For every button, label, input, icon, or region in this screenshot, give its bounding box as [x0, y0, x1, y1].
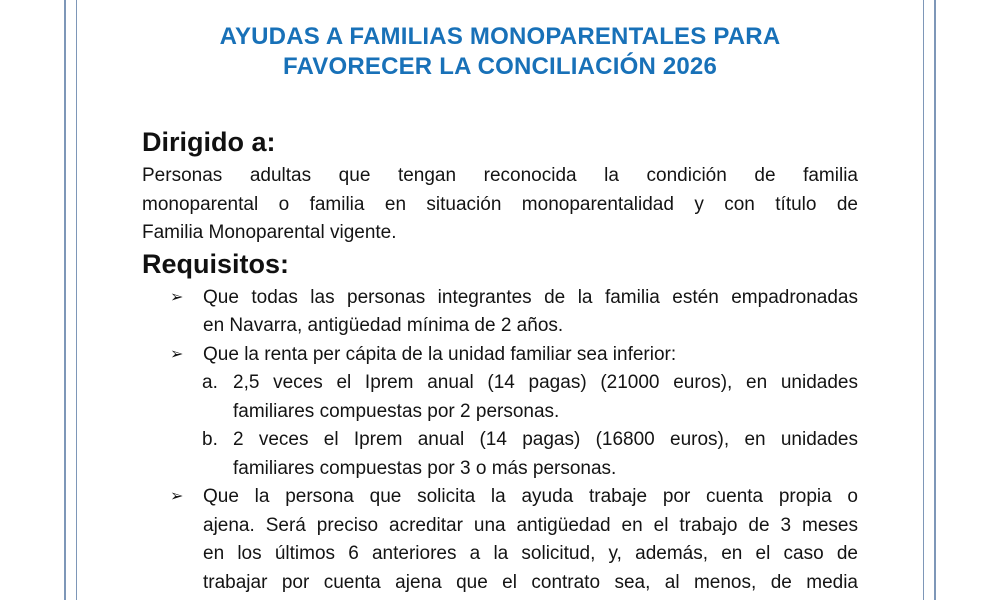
paragraph-line: Familia Monoparental vigente. [142, 222, 397, 243]
bullet-item-empadronamiento [142, 284, 858, 341]
page-border-left-outer [64, 0, 66, 600]
bullet-text [203, 483, 858, 597]
title-line-1: AYUDAS A FAMILIAS MONOPARENTALES PARA [219, 23, 781, 50]
sub-item-text [233, 369, 858, 426]
bullet-text-line: en Navarra, antigüedad mínima de 2 años. [203, 315, 564, 336]
document-content [142, 0, 858, 597]
sub-item-text-line: 2 veces el Iprem anual (14 pagas) (16800 euros), en unidades [233, 429, 858, 450]
arrow-bullet-icon: ➢ [170, 288, 184, 306]
arrow-bullet-icon: ➢ [170, 345, 184, 363]
bullet-text-line: Que la renta per cápita de la unidad familiar sea inferior: [203, 343, 677, 365]
bullet-text-line: Que todas las personas integrantes de la familia estén empadronadas [203, 286, 858, 308]
sub-item-text-line: familiares compuestas por 3 o más personas. [233, 457, 617, 479]
sub-item-text-line: 2,5 veces el Iprem anual (14 pagas) (21000 euros), en unidades [233, 372, 858, 393]
heading-requisitos: Requisitos: [142, 248, 290, 279]
sub-item-a [142, 369, 858, 426]
sub-item-b [142, 426, 858, 483]
bullet-text-line: trabajar por cuenta ajena que el contrato sea, al menos, de media [203, 571, 858, 593]
arrow-bullet-icon: ➢ [170, 488, 184, 505]
page-border-left-inner [76, 0, 78, 600]
bullet-text-line: Que la persona que solicita la ayuda trabaje por cuenta propia o [203, 486, 858, 507]
heading-dirigido-a: Dirigido a: [142, 127, 276, 157]
paragraph-line: monoparental o familia en situación monoparentalidad y con título de [142, 193, 858, 215]
requisitos-list [142, 284, 858, 598]
sub-item-text-line: familiares compuestas por 2 personas. [233, 400, 560, 422]
page-border-right-inner [923, 0, 925, 600]
bullet-item-trabajo [142, 483, 858, 597]
dirigido-paragraph [142, 162, 858, 248]
sub-item-text [233, 426, 858, 483]
sub-item-marker-a: a. [202, 372, 218, 393]
sub-item-marker-b: b. [202, 429, 218, 450]
document-title [142, 22, 858, 82]
title-line-2: FAVORECER LA CONCILIACIÓN 2026 [282, 53, 718, 80]
bullet-text-line: en los últimos 6 anteriores a la solicitud, y, además, en el caso de [203, 543, 858, 564]
page-border-right-outer [934, 0, 936, 600]
bullet-text-line: ajena. Será preciso acreditar una antigüedad en el trabajo de 3 meses [203, 514, 858, 536]
bullet-text [203, 284, 858, 341]
bullet-text [203, 341, 858, 370]
bullet-item-renta [142, 341, 858, 370]
paragraph-line: Personas adultas que tengan reconocida la condición de familia [142, 165, 858, 186]
